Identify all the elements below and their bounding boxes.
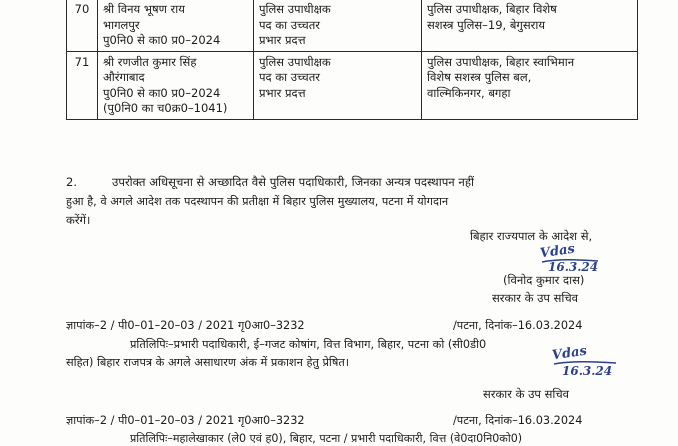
- copy-line: प्रतिलिपिः–महालेखाकार (ले0 एवं ह0), बिहार, पटना / प्रभारी पदाधिकारी, वित्त (वे0दा0नि0को0): [130, 432, 523, 445]
- paragraph-line: उपरोक्त अधिसूचना से अच्छादित वैसे पुलिस पदाधिकारी, जिनका अन्यत्र पदस्थापन नहीं: [112, 175, 475, 189]
- serial-number: 70: [74, 2, 90, 16]
- officer-promotion: पु0नि0 से का0 प्र0–2024: [103, 33, 221, 47]
- officer-promotion: पु0नि0 से का0 प्र0–2024: [103, 85, 221, 100]
- posting-table: [66, 0, 638, 120]
- post-line: पुलिस उपाधीक्षक: [259, 54, 331, 69]
- signatory-title: सरकार के उप सचिव: [492, 291, 579, 305]
- memo-reference: ज्ञापांक–2 / पी0–01–20–03 / 2021 गृ0आ0–3232: [66, 414, 305, 427]
- signature-date: 16.3.24: [548, 260, 599, 274]
- posting-line: सशस्त्र पुलिस–19, बेगुसराय: [427, 17, 546, 32]
- post-line: पुलिस उपाधीक्षक: [259, 2, 331, 16]
- post-line: प्रभार प्रदत्त: [259, 33, 306, 47]
- signatory-name: (विनोद कुमार दास): [503, 273, 585, 287]
- signature: [539, 241, 610, 274]
- paragraph-line: करेंगें।: [66, 213, 91, 227]
- order-line: बिहार राज्यपाल के आदेश से,: [470, 229, 593, 243]
- signature: [551, 343, 627, 382]
- copy-line: प्रतिलिपिः–प्रभारी पदाधिकारी, ई–गजट कोषांग, वित्त विभाग, बिहार, पटना को (सी0डी0: [130, 338, 487, 351]
- posting-line: पुलिस उपाधीक्षक, बिहार स्वाभिमान: [427, 54, 575, 69]
- officer-roll-number: (पु0नि0 का च0क्र0–1041): [103, 101, 228, 115]
- memo-place-date: /पटना, दिनांक–16.03.2024: [453, 414, 583, 427]
- officer-district: भागलपुर: [103, 17, 140, 32]
- posting-line: वाल्मिकिनगर, बगहा: [427, 85, 511, 100]
- post-line: प्रभार प्रदत्त: [259, 85, 306, 100]
- table-row: [67, 0, 638, 51]
- officer-district: औरंगाबाद: [103, 70, 145, 84]
- post-line: पद का उच्चतर: [259, 17, 320, 32]
- posting-line: पुलिस उपाधीक्षक, बिहार विशेष: [427, 2, 557, 16]
- post-cell: [254, 0, 422, 51]
- signature-date: 16.3.24: [562, 364, 613, 378]
- copy-line: सहित) बिहार राजपत्र के अगले असाधारण अंक में प्रकाशन हेतु प्रेषित।: [66, 356, 350, 369]
- serial-number-cell: [67, 0, 98, 51]
- posting-line: विशेष सशस्त्र पुलिस बल,: [427, 70, 532, 84]
- serial-number: 71: [74, 54, 90, 69]
- signature-initials: Vdas: [539, 241, 576, 262]
- memo-place-date: /पटना, दिनांक–16.03.2024: [453, 319, 583, 332]
- signature-initials: Vdas: [551, 343, 588, 364]
- paragraph-number: 2.: [66, 175, 77, 189]
- post-cell: [254, 51, 422, 119]
- officer-name: श्री विनय भूषण राय: [103, 2, 185, 16]
- paragraph-line: हुआ है, वे अगले आदेश तक पदस्थापन की प्रतीक्षा में बिहार पुलिस मुख्यालय, पटना में योगदान: [66, 195, 449, 208]
- memo-reference: ज्ञापांक–2 / पी0–01–20–03 / 2021 गृ0आ0–3232: [66, 319, 305, 332]
- signatory-title: सरकार के उप सचिव: [483, 387, 570, 401]
- officer-name-cell: [98, 51, 254, 119]
- post-line: पद का उच्चतर: [259, 70, 320, 84]
- posting-cell: [422, 51, 638, 119]
- officer-name: श्री रणजीत कुमार सिंह: [103, 54, 197, 69]
- officer-name-cell: [98, 0, 254, 51]
- posting-cell: [422, 0, 638, 51]
- table-row: [67, 51, 638, 119]
- serial-number-cell: [67, 51, 98, 119]
